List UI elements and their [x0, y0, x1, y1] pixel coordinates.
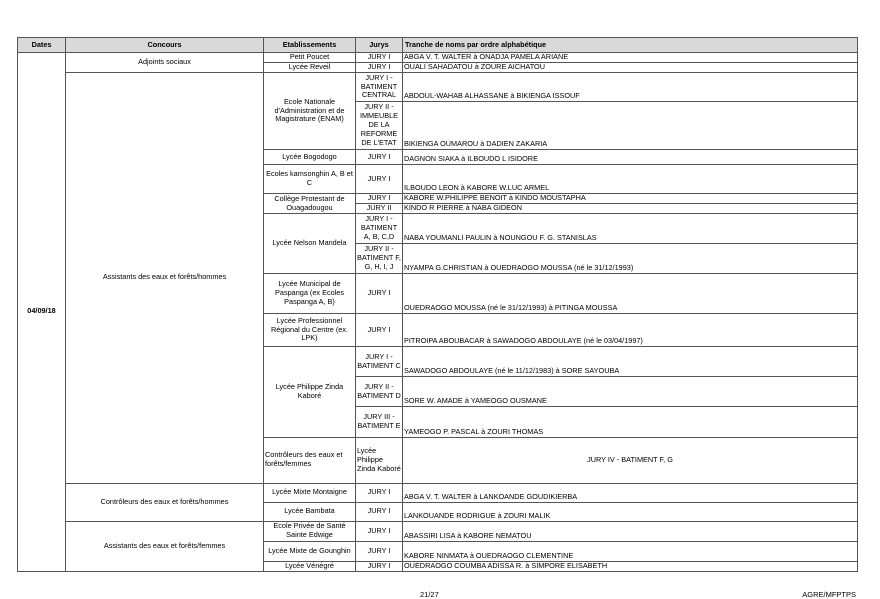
etablissement-cell: Lycée Municipal de Paspanga (ex Ecoles Paspanga A, B) — [264, 274, 356, 314]
etablissement-cell: Ecole Nationale d'Administration et de Magistrature (ENAM) — [264, 73, 356, 150]
jury-cell: JURY I — [356, 63, 403, 73]
tranche-cell: OUEDRAOGO MOUSSA (né le 31/12/1993) à PITINGA MOUSSA — [403, 274, 858, 314]
etablissement-cell: Lycée Philippe Zinda Kaboré — [356, 438, 403, 484]
table-row — [18, 483, 858, 502]
tranche-cell: ABGA V. T. WALTER à LANKOANDE GOUDIKIERBA — [403, 483, 858, 502]
header-etablissements: Etablissements — [264, 38, 356, 53]
etablissement-cell: Lycée Mixte Montaigne — [264, 483, 356, 502]
etablissement-cell: Collège Protestant de Ouagadougou — [264, 194, 356, 214]
etablissement-cell: Lycée Reveil — [264, 63, 356, 73]
jury-cell: JURY III - BATIMENT E — [356, 407, 403, 438]
etablissement-cell: Lycée Professionnel Régional du Centre (ex. LPK) — [264, 314, 356, 347]
etablissement-cell: Lycée Philippe Zinda Kaboré — [264, 347, 356, 438]
page-number: 21/27 — [420, 590, 439, 599]
tranche-cell: SAWADOGO ABDOULAYE (né le 11/12/1983) à SORE SAYOUBA — [403, 347, 858, 377]
tranche-cell: DAGNON SIAKA à ILBOUDO L ISIDORE — [403, 150, 858, 165]
etablissement-cell: Lycée Mixte de Gounghin — [264, 541, 356, 561]
jury-cell: JURY I — [356, 53, 403, 63]
etablissement-cell: Lycée Nelson Mandela — [264, 214, 356, 274]
etablissement-cell: Lycée Bambata — [264, 502, 356, 521]
header-jurys: Jurys — [356, 38, 403, 53]
jury-cell: JURY II - IMMEUBLE DE LA REFORME DE L'ETAT — [356, 102, 403, 150]
tranche-cell: KINDO R PIERRE à NABA GIDEON — [403, 204, 858, 214]
table-row — [18, 53, 858, 63]
jury-cell: JURY II - BATIMENT F, G, H, I, J — [356, 244, 403, 274]
tranche-cell: LANKOUANDE RODRIGUE à ZOURI MALIK — [403, 502, 858, 521]
concours-cell: Contrôleurs des eaux et forêts/hommes — [66, 483, 264, 521]
schedule-table — [17, 37, 858, 572]
etablissement-cell: Lycée Vénégré — [264, 561, 356, 571]
table-header-row — [18, 38, 858, 53]
tranche-cell: YAMEOGO P. PASCAL à ZOURI THOMAS — [403, 407, 858, 438]
jury-cell: JURY I — [356, 314, 403, 347]
jury-cell: JURY I — [356, 502, 403, 521]
tranche-cell: ABGA V. T. WALTER à ONADJA PAMELA ARIANE — [403, 53, 858, 63]
concours-cell: Contrôleurs des eaux et forêts/femmes — [264, 438, 356, 484]
tranche-cell: KABORE W.PHILIPPE BENOIT à KINDO MOUSTAPHA — [403, 194, 858, 204]
tranche-cell: BIKIENGA OUMAROU à DADIEN ZAKARIA — [403, 102, 858, 150]
etablissement-cell: Petit Poucet — [264, 53, 356, 63]
jury-cell: JURY I - BATIMENT A, B, C,D — [356, 214, 403, 244]
tranche-cell: ABDOUL-WAHAB ALHASSANE à BIKIENGA ISSOUF — [403, 73, 858, 102]
etablissement-cell: Ecole Privée de Santé Sainte Edwige — [264, 521, 356, 541]
header-concours: Concours — [66, 38, 264, 53]
concours-cell: Assistants des eaux et forêts/hommes — [66, 73, 264, 484]
tranche-cell: PITROIPA ABOUBACAR à SAWADOGO ABDOULAYE (né le 03/04/1997) — [403, 314, 858, 347]
header-tranche: Tranche de noms par ordre alphabétique — [403, 38, 858, 53]
jury-cell: JURY I — [356, 483, 403, 502]
jury-cell: JURY II — [356, 204, 403, 214]
jury-cell: JURY I — [356, 274, 403, 314]
header-dates: Dates — [18, 38, 66, 53]
etablissement-cell: Lycée Bogodogo — [264, 150, 356, 165]
jury-cell: JURY IV - BATIMENT F, G — [403, 438, 858, 484]
jury-cell: JURY I — [356, 561, 403, 571]
concours-cell: Assistants des eaux et forêts/femmes — [66, 521, 264, 571]
jury-cell: JURY I — [356, 521, 403, 541]
tranche-cell: ABASSIRI LISA à KABORE NEMATOU — [403, 521, 858, 541]
tranche-cell: OUALI SAHADATOU à ZOURE AICHATOU — [403, 63, 858, 73]
jury-cell: JURY I - BATIMENT C — [356, 347, 403, 377]
tranche-cell: ILBOUDO LEON à KABORE W.LUC ARMEL — [403, 165, 858, 194]
table-row — [18, 73, 858, 102]
jury-cell: JURY I - BATIMENT CENTRAL — [356, 73, 403, 102]
tranche-cell: NYAMPA G.CHRISTIAN à OUEDRAOGO MOUSSA (né le 31/12/1993) — [403, 244, 858, 274]
jury-cell: JURY I — [356, 541, 403, 561]
footer-reference: AGRE/MFPTPS — [802, 590, 856, 599]
jury-cell: JURY I — [356, 150, 403, 165]
jury-cell: JURY II - BATIMENT D — [356, 377, 403, 407]
table-row — [18, 521, 858, 541]
tranche-cell: SORE W. AMADE à YAMEOGO OUSMANE — [403, 377, 858, 407]
date-cell: 04/09/18 — [18, 53, 66, 572]
tranche-cell: OUEDRAOGO COUMBA ADISSA R. à SIMPORE ELISABETH — [403, 561, 858, 571]
concours-cell: Adjoints sociaux — [66, 53, 264, 73]
jury-cell: JURY I — [356, 194, 403, 204]
jury-cell: JURY I — [356, 165, 403, 194]
tranche-cell: KABORE NINMATA à OUEDRAOGO CLEMENTINE — [403, 541, 858, 561]
tranche-cell: NABA YOUMANLI PAULIN à NOUNGOU F. G. STANISLAS — [403, 214, 858, 244]
etablissement-cell: Ecoles kamsonghin A, B et C — [264, 165, 356, 194]
